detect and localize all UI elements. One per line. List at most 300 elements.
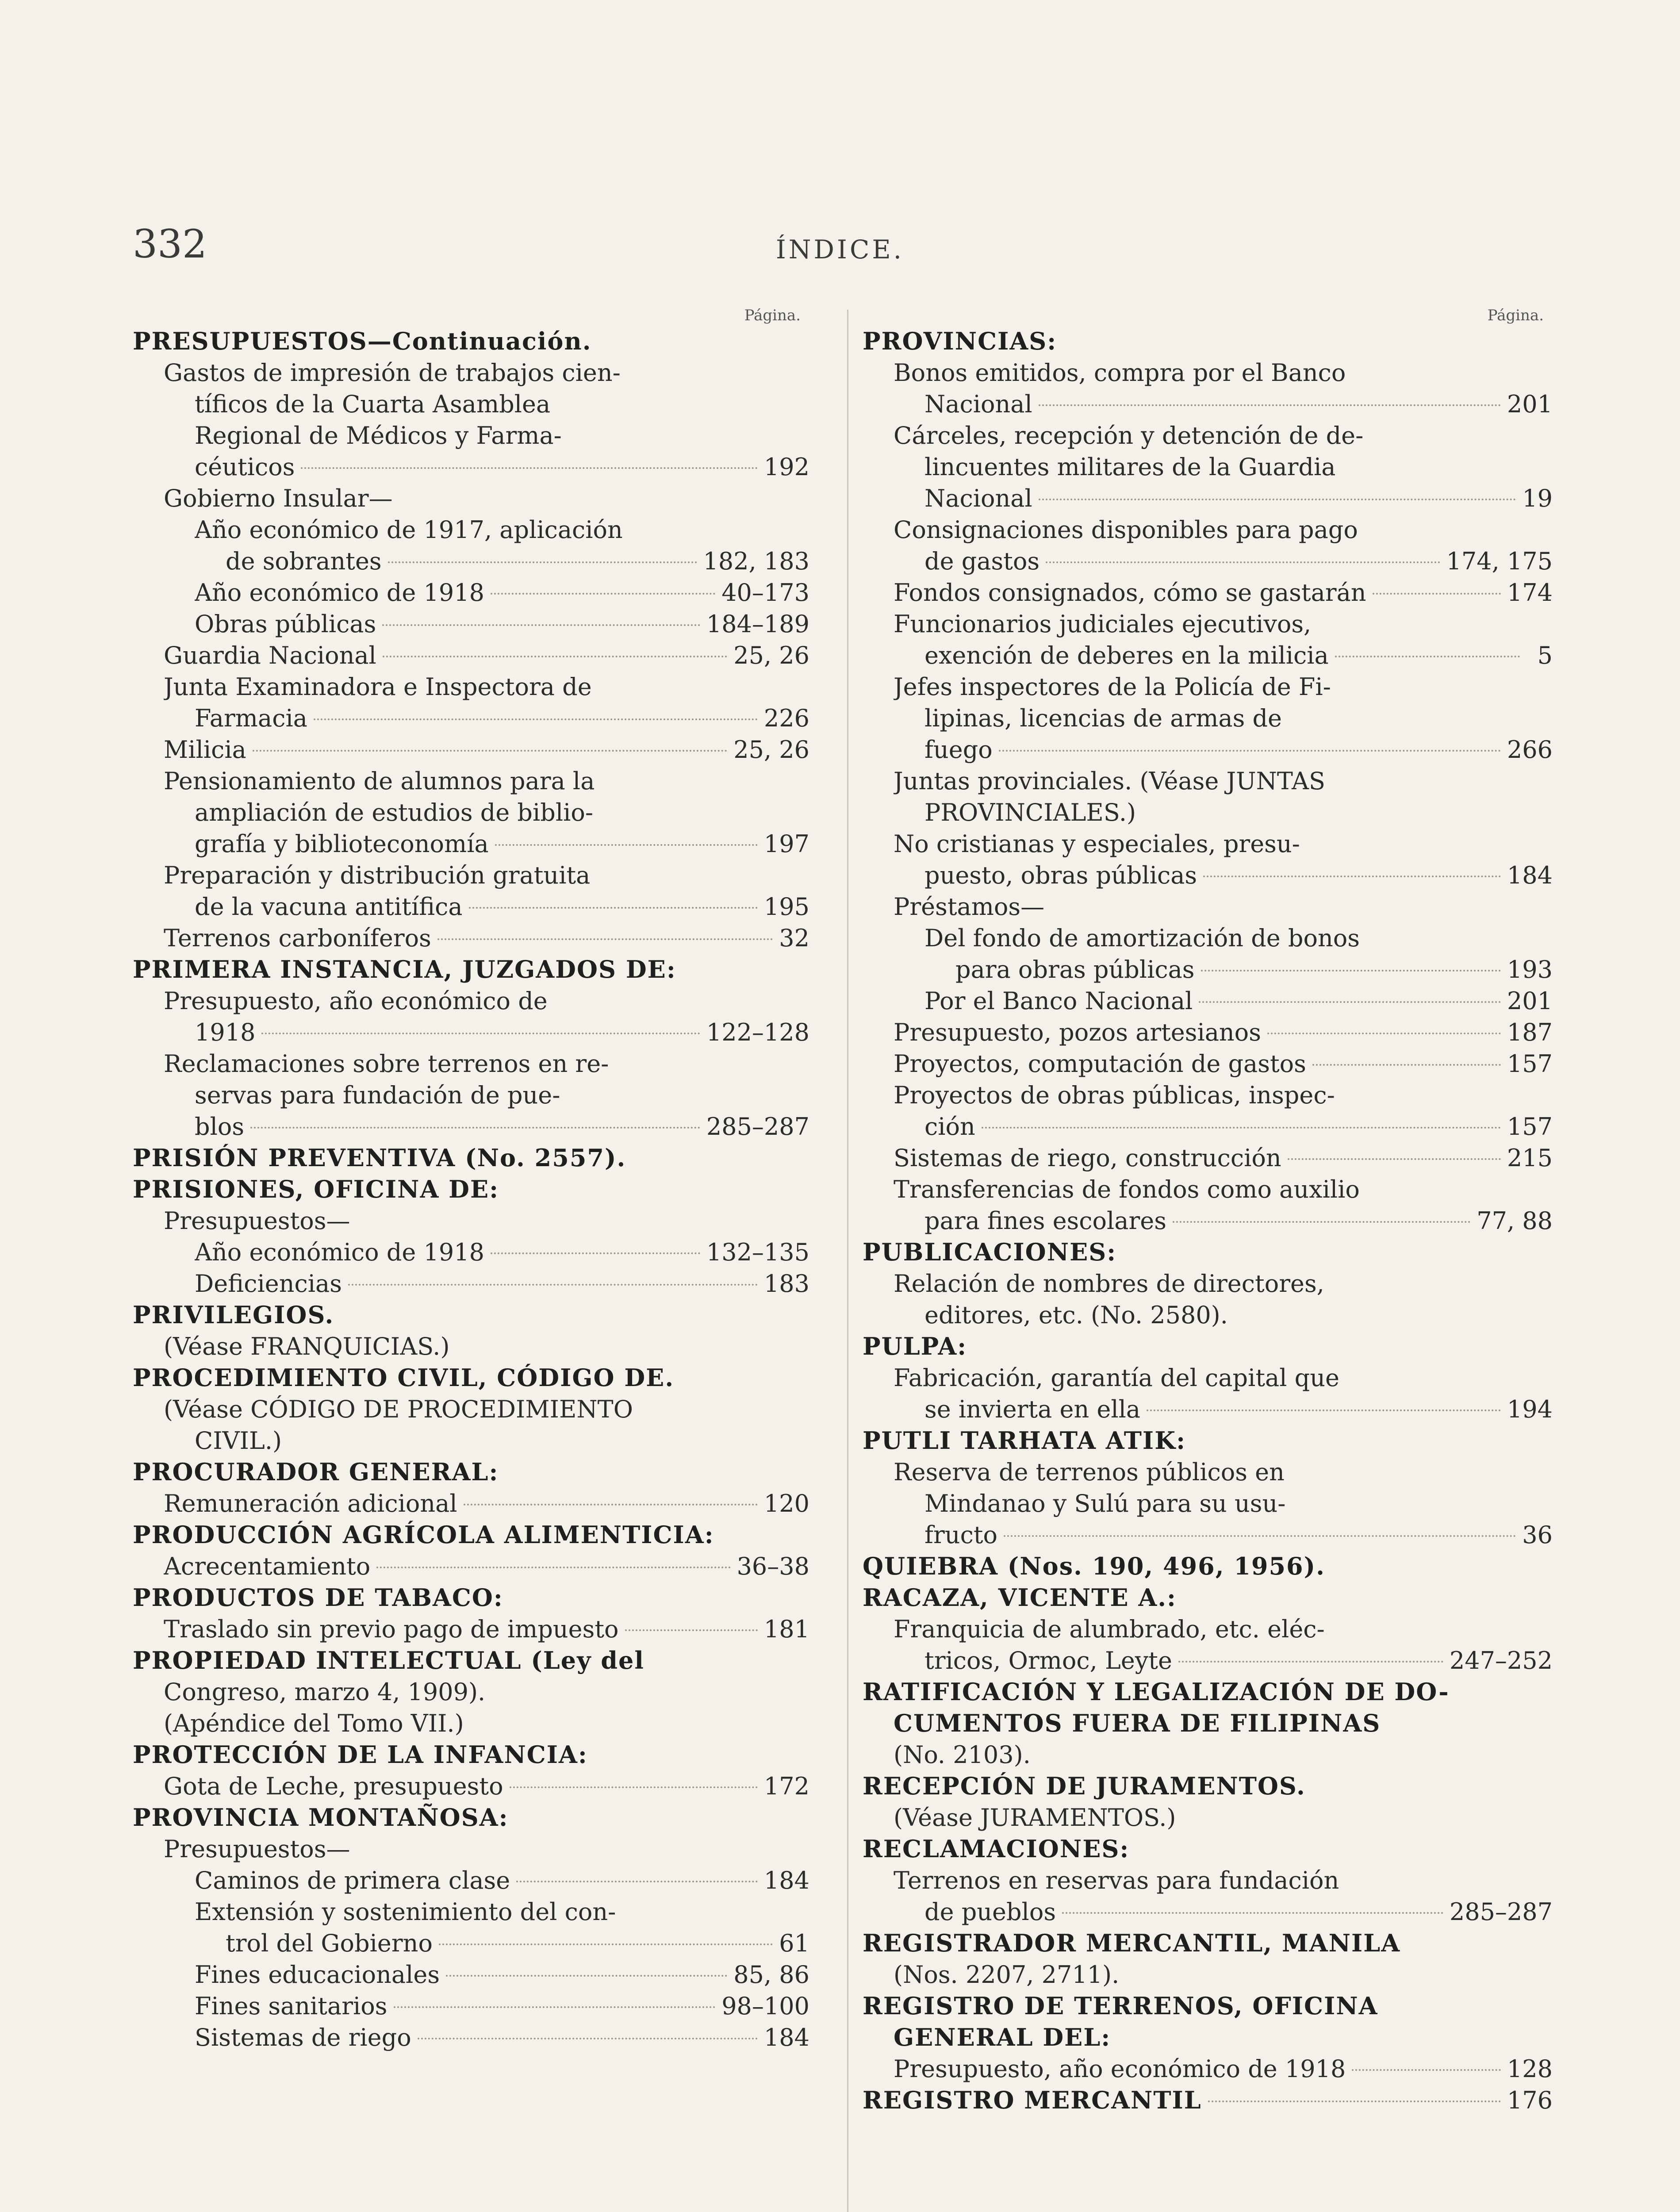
index-entry [133,545,809,577]
entry-text: REGISTRO DE TERRENOS, OFICINA [863,1992,1378,2020]
entry-text: Presupuesto, año económico de 1918 [894,2055,1346,2083]
index-entry [863,1488,1553,1519]
entry-text: Extensión y sostenimiento del con- [195,1898,616,1926]
entry-text: de pueblos [924,1898,1056,1926]
pagina-label: Página. [1487,307,1544,324]
entry-text: editores, etc. (No. 2580). [924,1301,1228,1329]
entry-text: Presupuesto, año económico de [164,987,548,1015]
index-heading [133,1362,809,1394]
entry-text: para obras públicas [955,956,1195,983]
index-column-right [863,305,1553,2116]
entry-text: PRODUCTOS DE TABACO: [133,1583,503,1612]
index-entry [133,860,809,891]
page-reference: 36 [1522,1521,1553,1549]
index-entry [133,1708,809,1739]
index-entry [133,1425,809,1456]
page-reference: 128 [1507,2055,1553,2083]
index-entry [863,1174,1553,1205]
index-entry [863,2053,1553,2085]
dot-leader [250,1127,700,1129]
index-entry [133,640,809,671]
entry-text: Gobierno Insular— [164,484,393,512]
entry-text: Año económico de 1918 [195,579,484,607]
page-reference: 174 [1507,579,1553,607]
index-entry [863,420,1553,451]
entry-text: se invierta en ella [924,1395,1141,1423]
index-entry [863,797,1553,828]
dot-leader [516,1881,758,1882]
page-reference: 85, 86 [733,1961,809,1989]
page-reference: 184–189 [706,610,809,638]
dot-leader [1062,1912,1443,1914]
index-entry [133,1551,809,1582]
entry-text: PRISIÓN PREVENTIVA (No. 2557). [133,1144,626,1172]
index-heading [863,1770,1553,1802]
dot-leader [1288,1158,1501,1160]
page-title: ÍNDICE. [775,234,905,265]
index-entry [863,671,1553,703]
entry-text: PRESUPUESTOS—Continuación. [133,327,592,355]
entry-text: lincuentes militares de la Guardia [924,453,1336,481]
entry-text: Presupuesto, pozos artesianos [894,1018,1261,1046]
entry-text: fuego [924,736,993,764]
entry-text: RACAZA, VICENTE A.: [863,1583,1177,1612]
entry-text: Reclamaciones sobre terrenos en re- [164,1050,609,1078]
entry-text: PROTECCIÓN DE LA INFANCIA: [133,1740,588,1769]
index-entry [133,1833,809,1865]
entry-text: ción [924,1113,975,1141]
index-heading [133,1802,809,1833]
page-reference: 266 [1507,736,1553,764]
index-heading [863,1551,1553,1582]
entry-text: Préstamos— [894,893,1045,921]
page-reference: 122–128 [706,1018,809,1046]
index-entry [863,1959,1553,1990]
index-entry [133,765,809,797]
index-entry [863,985,1553,1017]
entry-text: RATIFICACIÓN Y LEGALIZACIÓN DE DO- [863,1678,1450,1706]
index-entry [133,357,809,388]
index-entry [863,1111,1553,1142]
index-entry [133,577,809,608]
page-reference: 226 [763,704,809,732]
page-reference: 5 [1537,641,1553,669]
index-entry [133,1017,809,1048]
entry-text: Del fondo de amortización de bonos [924,924,1360,952]
index-entry [133,891,809,922]
index-heading [133,1456,809,1488]
entry-text: Traslado sin previo pago de impuesto [164,1615,619,1643]
entry-text: PULPA: [863,1332,967,1360]
page-reference: 215 [1507,1144,1553,1172]
index-heading [863,326,1553,357]
index-entry [863,1268,1553,1299]
index-entry [133,420,809,451]
index-entry [863,388,1553,420]
index-heading [133,1739,809,1770]
page-reference: 192 [763,453,809,481]
index-entry [863,514,1553,545]
page-reference: 285–287 [1449,1898,1553,1926]
page-reference: 197 [763,830,809,858]
dot-leader [382,624,700,626]
entry-text: Funcionarios judiciales ejecutivos, [894,610,1312,638]
entry-text: ampliación de estudios de biblio- [195,799,594,826]
dot-leader [253,750,727,752]
entry-text: Mindanao y Sulú para su usu- [924,1490,1286,1517]
dot-leader [1373,593,1501,595]
index-entry [863,1865,1553,1896]
entry-text: REGISTRO MERCANTIL [863,2086,1202,2114]
entry-text: exención de deberes en la milicia [924,641,1329,669]
index-entry [863,1394,1553,1425]
entry-text: tricos, Ormoc, Leyte [924,1647,1172,1674]
dot-leader [1046,561,1440,563]
entry-text: REGISTRADOR MERCANTIL, MANILA [863,1929,1401,1957]
page-reference: 132–135 [706,1238,809,1266]
dot-leader [491,593,715,595]
dot-leader [446,1975,727,1977]
dot-leader [510,1786,758,1788]
index-entry [863,860,1553,891]
dot-leader [1178,1661,1443,1663]
dot-leader [464,1504,758,1505]
index-entry [133,1205,809,1237]
entry-text: PROVINCIAS: [863,327,1057,355]
entry-text: Regional de Médicos y Farma- [195,422,562,449]
index-heading [863,2022,1553,2053]
index-entry [863,451,1553,483]
index-entry [133,734,809,765]
index-entry [863,1896,1553,1928]
entry-text: RECEPCIÓN DE JURAMENTOS. [863,1772,1306,1800]
entry-text: Caminos de primera clase [195,1866,510,1894]
entry-text: Fines sanitarios [195,1992,387,2020]
index-heading [133,1174,809,1205]
dot-leader [999,750,1501,752]
page-reference: 247–252 [1449,1647,1553,1674]
page-reference: 120 [763,1490,809,1517]
dot-leader [383,656,727,657]
dot-leader [1199,1001,1501,1003]
entry-text: de la vacuna antitífica [195,893,463,921]
entry-text: GENERAL DEL: [894,2023,1111,2051]
entry-text: PRODUCCIÓN AGRÍCOLA ALIMENTICIA: [133,1521,714,1549]
page-reference: 25, 26 [733,641,809,669]
dot-leader [348,1284,758,1286]
index-entry [863,891,1553,922]
index-heading [863,1708,1553,1739]
entry-text: PROCURADOR GENERAL: [133,1458,499,1486]
dot-leader [439,1943,773,1945]
index-entry [133,671,809,703]
dot-leader [1039,499,1516,500]
index-entry [863,483,1553,514]
index-entry [863,1362,1553,1394]
page-reference: 184 [763,1866,809,1894]
dot-leader [495,844,758,846]
page-reference: 36–38 [736,1552,809,1580]
index-entry [863,1017,1553,1048]
index-entry [133,1613,809,1645]
index-entry [863,640,1553,671]
entry-text: Relación de nombres de directores, [894,1270,1324,1298]
entry-text: Junta Examinadora e Inspectora de [164,673,592,701]
entry-text: Juntas provinciales. (Véase JUNTAS [894,767,1325,795]
page-reference: 187 [1507,1018,1553,1046]
entry-text: Pensionamiento de alumnos para la [164,767,595,795]
index-entry [133,1237,809,1268]
entry-text: Año económico de 1918 [195,1238,484,1266]
page-reference: 183 [763,1270,809,1298]
entry-text: PRIMERA INSTANCIA, JUZGADOS DE: [133,955,676,983]
entry-text: RECLAMACIONES: [863,1835,1130,1863]
page-reference: 176 [1507,2086,1553,2114]
index-entry [133,1928,809,1959]
entry-text: puesto, obras públicas [924,861,1197,889]
entry-text: 1918 [195,1018,256,1046]
index-entry [863,922,1553,954]
entry-text: Franquicia de alumbrado, etc. eléc- [894,1615,1325,1643]
entry-text: lipinas, licencias de armas de [924,704,1282,732]
dot-leader [1203,876,1501,877]
entry-text: de gastos [924,547,1040,575]
entry-text: céuticos [195,453,295,481]
entry-text: Presupuestos— [164,1835,350,1863]
page-reference: 195 [763,893,809,921]
index-entry [133,451,809,483]
index-entry [863,828,1553,860]
entry-text: Reserva de terrenos públicos en [894,1458,1285,1486]
entry-text: Proyectos de obras públicas, inspec- [894,1081,1335,1109]
page-reference: 157 [1507,1113,1553,1141]
entry-text: CIVIL.) [195,1427,282,1455]
entry-text: Nacional [924,390,1032,418]
index-entry [133,797,809,828]
index-entry [863,1645,1553,1676]
index-entry [133,1331,809,1362]
dot-leader [314,718,758,720]
entry-text: QUIEBRA (Nos. 190, 496, 1956). [863,1552,1325,1580]
page-reference: 285–287 [706,1113,809,1141]
dot-leader [1312,1064,1501,1066]
entry-text: PROVINCIALES.) [924,799,1136,826]
entry-text: grafía y biblioteconomía [195,830,489,858]
entry-text: Congreso, marzo 4, 1909). [164,1678,486,1706]
entry-text: tíficos de la Cuarta Asamblea [195,390,551,418]
index-heading [863,1331,1553,1362]
dot-leader [1039,404,1501,406]
entry-text: trol del Gobierno [226,1929,433,1957]
page-reference: 98–100 [721,1992,809,2020]
index-heading [133,326,809,357]
entry-text: Sistemas de riego, construcción [894,1144,1281,1172]
index-entry [133,1896,809,1928]
entry-text: PUTLI TARHATA ATIK: [863,1426,1186,1455]
index-entry [133,1048,809,1079]
entry-text: fructo [924,1521,998,1549]
entry-text: Por el Banco Nacional [924,987,1193,1015]
index-entry [863,1739,1553,1770]
entry-text: PROCEDIMIENTO CIVIL, CÓDIGO DE. [133,1363,675,1392]
page-reference: 184 [763,2024,809,2051]
entry-text: (Nos. 2207, 2711). [894,1961,1120,1989]
page-reference: 184 [1507,861,1553,889]
index-heading [133,1645,809,1676]
index-heading [133,1142,809,1174]
index-entry [133,483,809,514]
index-entry [863,1079,1553,1111]
entry-text: Guardia Nacional [164,641,376,669]
dot-leader [1208,2101,1501,2102]
dot-leader [1173,1221,1470,1223]
entry-text: PRISIONES, OFICINA DE: [133,1175,499,1203]
entry-text: Bonos emitidos, compra por el Banco [894,359,1346,387]
entry-text: Consignaciones disponibles para pago [894,516,1358,544]
index-entry [863,734,1553,765]
dot-leader [1147,1409,1501,1411]
dot-leader [1201,970,1501,972]
column-divider [847,310,848,2212]
index-entry [133,985,809,1017]
entry-text: Preparación y distribución gratuita [164,861,591,889]
page-reference: 193 [1507,956,1553,983]
entry-text: Deficiencias [195,1270,342,1298]
index-entry [863,1205,1553,1237]
page-reference: 77, 88 [1477,1207,1553,1235]
index-entry [863,1142,1553,1174]
index-entry [863,357,1553,388]
entry-text: Farmacia [195,704,307,732]
index-entry [133,2022,809,2053]
index-entry [863,954,1553,985]
entry-text: Jefes inspectores de la Policía de Fi- [894,673,1331,701]
dot-leader [301,467,758,469]
dot-leader [625,1629,758,1631]
index-heading [863,2085,1553,2116]
index-entry [863,577,1553,608]
entry-text: de sobrantes [226,547,382,575]
entry-text: Terrenos en reservas para fundación [894,1866,1339,1894]
index-heading [863,1237,1553,1268]
entry-text: Fondos consignados, cómo se gastarán [894,579,1366,607]
index-entry [863,703,1553,734]
index-entry [863,1519,1553,1551]
dot-leader [394,2006,716,2008]
index-entry [133,514,809,545]
index-heading [863,1928,1553,1959]
page-reference: 40–173 [721,579,809,607]
index-entry [863,1802,1553,1833]
index-entry [133,1394,809,1425]
entry-text: Obras públicas [195,610,376,638]
index-entry [133,608,809,640]
index-heading [863,1676,1553,1708]
index-entry [133,703,809,734]
entry-text: Fabricación, garantía del capital que [894,1364,1339,1392]
dot-leader [261,1033,700,1034]
index-heading [863,1425,1553,1456]
entry-text: Nacional [924,484,1032,512]
entry-text: Remuneración adicional [164,1490,457,1517]
page-reference: 172 [763,1772,809,1800]
index-entry [133,1079,809,1111]
entry-text: Gastos de impresión de trabajos cien- [164,359,621,387]
entry-text: CUMENTOS FUERA DE FILIPINAS [894,1709,1381,1737]
index-heading [133,1519,809,1551]
dot-leader [388,561,697,563]
entry-text: (Véase FRANQUICIAS.) [164,1333,450,1360]
page-reference: 181 [763,1615,809,1643]
entry-text: PRIVILEGIOS. [133,1301,334,1329]
page-reference: 19 [1522,484,1553,512]
entry-text: (Apéndice del Tomo VII.) [164,1709,464,1737]
entry-text: Año económico de 1917, aplicación [195,516,623,544]
entry-text: Gota de Leche, presupuesto [164,1772,503,1800]
entry-text: PUBLICACIONES: [863,1238,1117,1266]
index-heading [133,1299,809,1331]
dot-leader [1335,656,1520,657]
index-entry [863,1299,1553,1331]
index-entry [133,1268,809,1299]
index-heading [863,1990,1553,2022]
entry-text: para fines escolares [924,1207,1166,1235]
index-entry [133,1488,809,1519]
entry-text: Milicia [164,736,246,764]
page-reference: 25, 26 [733,736,809,764]
entry-text: Terrenos carboníferos [164,924,431,952]
entry-text: Proyectos, computación de gastos [894,1050,1306,1078]
dot-leader [1004,1535,1516,1537]
index-entry [863,545,1553,577]
index-entry [133,1959,809,1990]
entry-text: PROPIEDAD INTELECTUAL (Ley del [133,1646,644,1674]
entry-text: Acrecentamiento [164,1552,371,1580]
index-heading [133,954,809,985]
entry-text: (Véase CÓDIGO DE PROCEDIMIENTO [164,1395,633,1423]
page-reference: 194 [1507,1395,1553,1423]
page-reference: 201 [1507,987,1553,1015]
index-entry [863,765,1553,797]
index-entry [863,1048,1553,1079]
dot-leader [1267,1033,1501,1034]
entry-text: Presupuestos— [164,1207,350,1235]
page-reference: 201 [1507,390,1553,418]
index-entry [133,922,809,954]
index-entry [133,1676,809,1708]
index-heading [863,1833,1553,1865]
dot-leader [437,938,773,940]
page-number: 332 [133,221,207,267]
index-entry [133,1111,809,1142]
entry-text: blos [195,1113,245,1141]
dot-leader [491,1252,700,1254]
entry-text: Fines educacionales [195,1961,440,1989]
entry-text: Cárceles, recepción y detención de de- [894,422,1364,449]
index-entry [133,1770,809,1802]
index-entry [863,608,1553,640]
page-reference: 61 [779,1929,809,1957]
dot-leader [376,1567,730,1568]
entry-text: No cristianas y especiales, presu- [894,830,1300,858]
entry-text: PROVINCIA MONTAÑOSA: [133,1803,509,1832]
page-reference: 182, 183 [703,547,809,575]
entry-text: Transferencias de fondos como auxilio [894,1175,1360,1203]
entry-text: (Véase JURAMENTOS.) [894,1804,1176,1832]
index-entry [133,1865,809,1896]
index-heading [863,1582,1553,1613]
index-column-left [133,305,809,2053]
